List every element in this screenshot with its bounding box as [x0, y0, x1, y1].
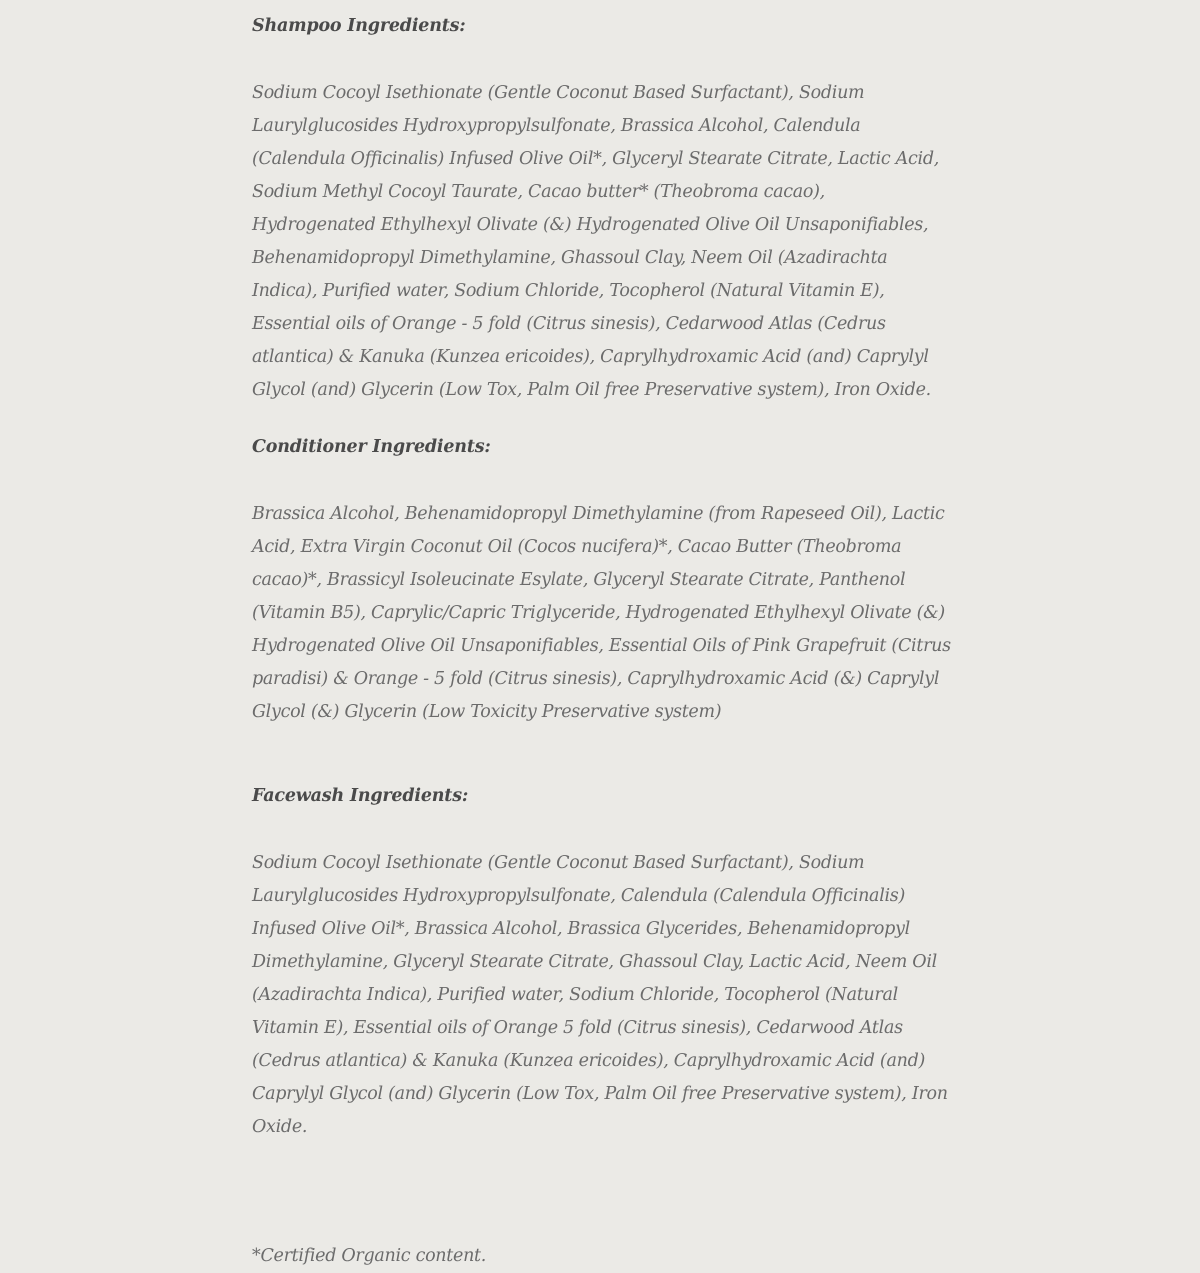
shampoo-heading: Shampoo Ingredients:	[252, 16, 466, 36]
facewash-ingredients-text: Sodium Cocoyl Isethionate (Gentle Coconut Based Surfactant), Sodium Laurylglucosides Hydroxypropylsulfonate, Calendula (Calendula Officinalis) Infused Olive Oil*, Brassica Alcohol, Brassica Glycerides, Behenamidopropyl Dimethylamine, Glyceryl Stearate Citrate, Ghassoul Clay, Lactic Acid, Neem Oil (Azadirachta Indica), Purified water, Sodium Chloride, Tocopherol (Natural Vitamin E), Essential oils of Orange 5 fold (Citrus sinesis), Cedarwood Atlas (Cedrus atlantica) & Kanuka (Kunzea ericoides), Caprylhydroxamic Acid (and) Caprylyl Glycol (and) Glycerin (Low Tox, Palm Oil free Preservative system), Iron Oxide.	[252, 853, 948, 1137]
organic-footnote: *Certified Organic content.	[252, 1246, 487, 1266]
shampoo-ingredients-text: Sodium Cocoyl Isethionate (Gentle Coconut Based Surfactant), Sodium Laurylglucosides Hydroxypropylsulfonate, Brassica Alcohol, Calendula (Calendula Officinalis) Infused Olive Oil*, Glyceryl Stearate Citrate, Lactic Acid, Sodium Methyl Cocoyl Taurate, Cacao butter* (Theobroma cacao), Hydrogenated Ethylhexyl Olivate (&) Hydrogenated Olive Oil Unsaponifiables, Behenamidopropyl Dimethylamine, Ghassoul Clay, Neem Oil (Azadirachta Indica), Purified water, Sodium Chloride, Tocopherol (Natural Vitamin E), Essential oils of Orange - 5 fold (Citrus sinesis), Cedarwood Atlas (Cedrus atlantica) & Kanuka (Kunzea ericoides), Caprylhydroxamic Acid (and) Caprylyl Glycol (and) Glycerin (Low Tox, Palm Oil free Preservative system), Iron Oxide.	[252, 83, 939, 400]
conditioner-ingredients-text: Brassica Alcohol, Behenamidopropyl Dimethylamine (from Rapeseed Oil), Lactic Acid, Extra Virgin Coconut Oil (Cocos nucifera)*, Cacao Butter (Theobroma cacao)*, Brassicyl Isoleucinate Esylate, Glyceryl Stearate Citrate, Panthenol (Vitamin B5), Caprylic/Capric Triglyceride, Hydrogenated Ethylhexyl Olivate (&) Hydrogenated Olive Oil Unsaponifiables, Essential Oils of Pink Grapefruit (Citrus paradisi) & Orange - 5 fold (Citrus sinesis), Caprylhydroxamic Acid (&) Caprylyl Glycol (&) Glycerin (Low Toxicity Preservative system)	[252, 504, 951, 722]
conditioner-heading: Conditioner Ingredients:	[252, 437, 491, 457]
facewash-heading: Facewash Ingredients:	[252, 786, 469, 806]
ingredients-content	[252, 12, 952, 1273]
